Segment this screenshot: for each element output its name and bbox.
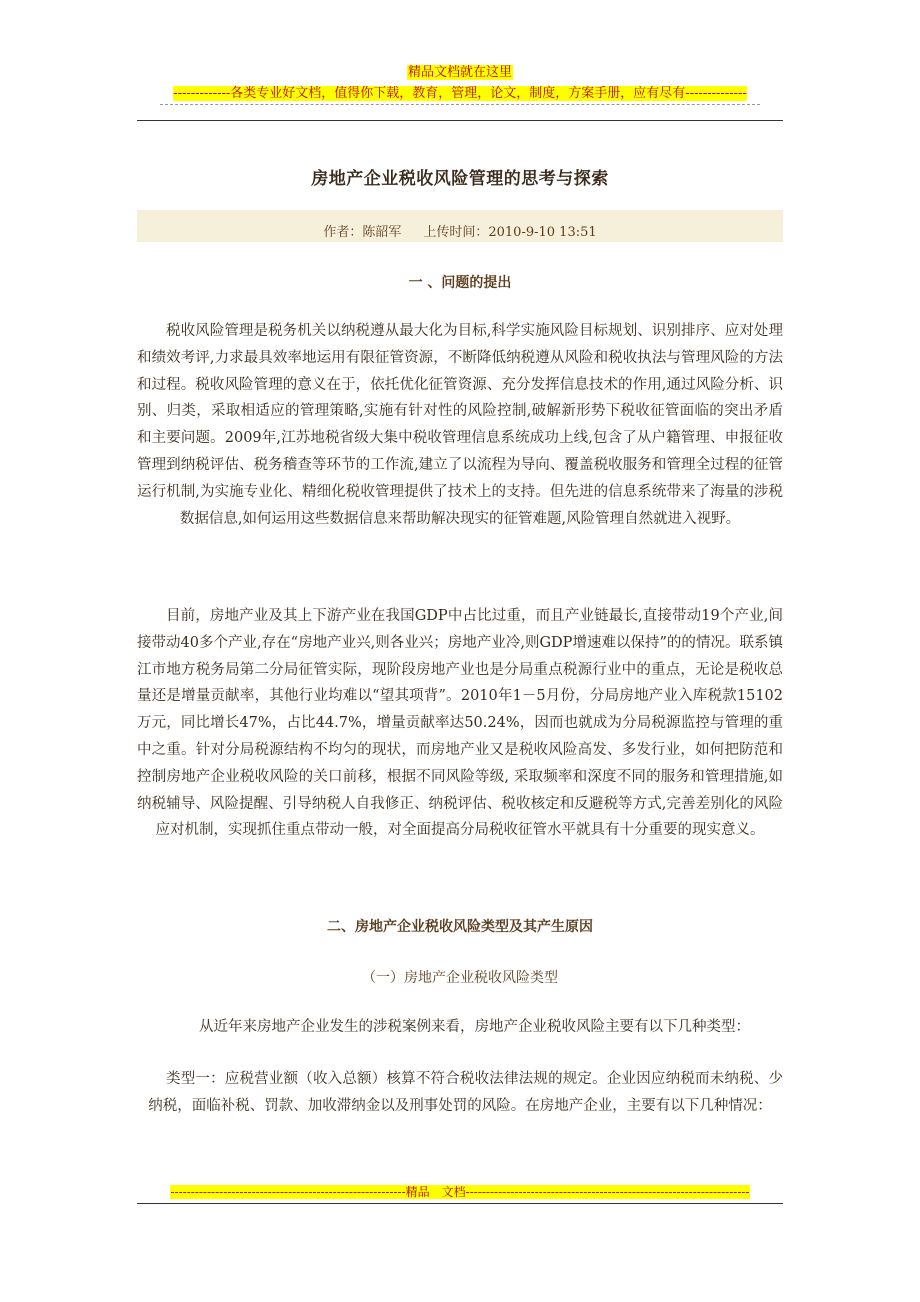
subsection-heading: （一）房地产企业税收风险类型	[362, 970, 558, 986]
paragraph-4: 类型一：应税营业额（收入总额）核算不符合税收法律法规的规定。企业因应纳税而未纳税、少纳税，面临补税、罚款、加收滞纳金以及刑事处罚的风险。在房地产企业，主要有以下几种情况：	[148, 1071, 783, 1114]
paragraph-2: 目前，房地产业及其上下游产业在我国GDP中占比过重，而且产业链最长,直接带动19个产业,间接带动40多个产业,存在“房地产业兴,则各业兴；房地产业冷,则GDP增速难以保持”的的情况。联系镇江市地方税务局第二分局征管实际，现阶段房地产业也是分局重点税源行业中的重点，无论是税收总量还是增量贡献率，其他行业均难以“望其项背”。2010年1－5月份，分局房地产业入库税款15102万元，同比增长47%，占比44.7%，增量贡献率达50.24%，因而也就成为分局税源监控与管理的重中之重。针对分局税源结构不均匀的现状，而房地产业又是税收风险高发、多发行业，如何把防范和控制房地产企业税收风险的关口前移，根据不同风险等级, 采取频率和深度不同的服务和管理措施,如纳税辅导、风险提醒、引导纳税人自我修正、纳税评估、税收核定和反避税等方式,完善差别化的风险应对机制，实现抓住重点带动一般，对全面提高分局税收征管水平就具有十分重要的现实意义。	[137, 608, 783, 839]
header-slogan: -------------各类专业好文档，值得你下载，教育，管理，论文，制度，方案手册，应有尽有--------------	[173, 86, 747, 101]
article-upload-time: 上传时间：2010-9-10 13:51	[423, 225, 597, 240]
article-title: 房地产企业税收风险管理的思考与探索	[311, 169, 609, 189]
section-heading-2: 二、房地产企业税收风险类型及其产生原因	[327, 919, 593, 935]
header-dashed-divider	[160, 104, 760, 113]
header-title: 精品文档就在这里	[407, 65, 512, 80]
footer-rule	[137, 1203, 783, 1204]
paragraph-3: 从近年来房地产企业发生的涉税案例来看，房地产企业税收风险主要有以下几种类型：	[199, 1019, 750, 1035]
footer-banner	[0, 1184, 920, 1200]
header-slogan-row	[158, 85, 762, 103]
footer-text: ----------------------------------------------------------精品 文档----------------------------------------------------------------------	[170, 1185, 750, 1199]
header-banner	[0, 64, 920, 82]
article-meta-bar	[137, 210, 783, 242]
section-heading-1: 一 、问题的提出	[408, 275, 512, 291]
article-author: 作者：陈韶军	[323, 225, 402, 240]
paragraph-1: 税收风险管理是税务机关以纳税遵从最大化为目标,科学实施风险目标规划、识别排序、应对处理和绩效考评,力求最具效率地运用有限征管资源，不断降低纳税遵从风险和税收执法与管理风险的方法和过程。税收风险管理的意义在于，依托优化征管资源、充分发挥信息技术的作用,通过风险分析、识别、归类，采取相适应的管理策略,实施有针对性的风险控制,破解新形势下税收征管面临的突出矛盾和主要问题。2009年,江苏地税省级大集中税收管理信息系统成功上线,包含了从户籍管理、申报征收管理到纳税评估、税务稽查等环节的工作流,建立了以流程为导向、覆盖税收服务和管理全过程的征管运行机制,为实施专业化、精细化税收管理提供了技术上的支持。但先进的信息系统带来了海量的涉税数据信息,如何运用这些数据信息来帮助解决现实的征管难题,风险管理自然就进入视野。	[137, 323, 783, 527]
header-rule	[137, 120, 783, 121]
